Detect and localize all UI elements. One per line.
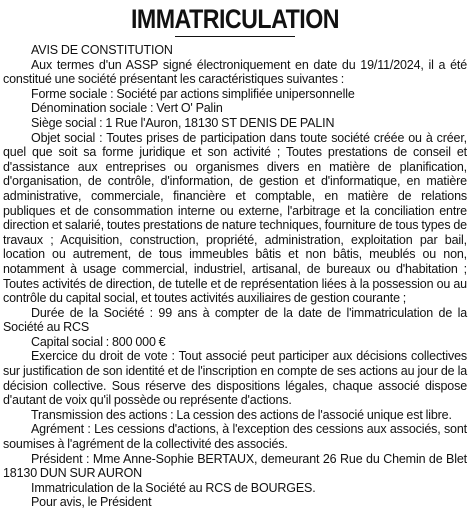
notice-paragraph-signature: Pour avis, le Président (31, 495, 152, 510)
notice-paragraph-intro: Aux termes d'un ASSP signé électroniquement en date du 19/11/2024, il a été constitué une société présentant les caractéristiques suivantes : (3, 57, 467, 87)
notice-paragraph-vote: Exercice du droit de vote : Tout associé peut participer aux décisions collectives sur justification de son identité et de l'inscription en compte de ses actions au jour de la décision collective. Sous réserve des dispositions légales, chaque associé dispose d'autant de voix qu'il possède ou représente d'actions. (3, 349, 467, 408)
notice-paragraph-duree: Durée de la Société : 99 ans à compter de la date de l'immatriculation de la Société au RCS (3, 305, 467, 335)
notice-paragraph-objet: Objet social : Toutes prises de participation dans toute société créée ou à créer, quel que soit sa forme juridique et son activité ; Toutes prestations de conseil et d'assistance aux entreprises ou organismes divers en matière de planification, d'organisation, de contrôle, d'information, de gestion et d'informatique, en matière administrative, commerciale, financière et comptable, en matière de relations publiques et de consommation interne ou externe, l'arbitrage et la conciliation entre direction et salarié, toutes prestations de nature techniques, fourniture de tous types de travaux ; Acquisition, construction, propriété, administration, exploitation par bail, location ou autrement, de tous immeubles bâtis et non bâtis, meublés ou non, notamment à usage commercial, industriel, artisanal, de bureaux ou d'habitation ; Toutes activités de direction, de tutelle et de représentation liées à la possession ou au contrôle du capital social, et toutes activités auxiliaires de gestion courante ; (3, 130, 467, 306)
notice-paragraph-capital: Capital social : 800 000 € (31, 334, 166, 349)
notice-paragraph-forme: Forme sociale : Société par actions simplifiée unipersonnelle (31, 86, 355, 101)
notice-paragraph-immatriculation: Immatriculation de la Société au RCS de BOURGES. (31, 480, 316, 495)
notice-paragraph-transmission: Transmission des actions : La cession des actions de l'associé unique est libre. (31, 407, 452, 422)
notice-heading-avis: AVIS DE CONSTITUTION (31, 43, 173, 57)
notice-paragraph-siege: Siège social : 1 Rue l'Auron, 18130 ST DENIS DE PALIN (31, 115, 335, 130)
title-underline-divider (175, 36, 295, 37)
notice-body (3, 43, 467, 510)
notice-paragraph-agrement: Agrément : Les cessions d'actions, à l'exception des cessions aux associés, sont soumises à l'agrément de la collectivité des associés. (3, 422, 467, 452)
notice-paragraph-denomination: Dénomination sociale : Vert O' Palin (31, 101, 223, 116)
notice-paragraph-president: Président : Mme Anne-Sophie BERTAUX, demeurant 26 Rue du Chemin de Blet 18130 DUN SUR AURON (3, 451, 467, 481)
notice-title: IMMATRICULATION (130, 4, 340, 34)
